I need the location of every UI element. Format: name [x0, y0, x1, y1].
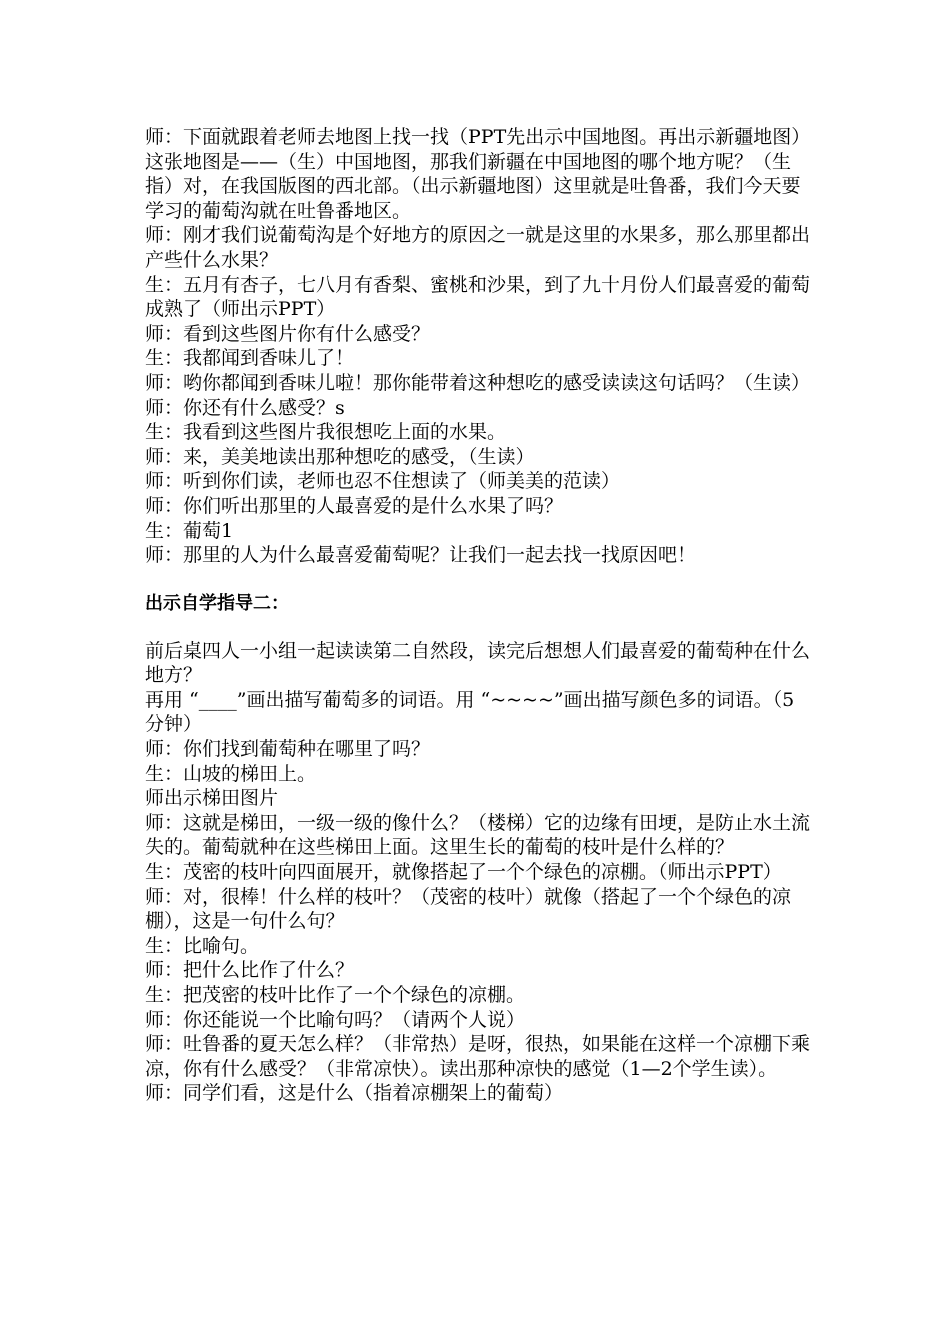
- paragraph: 师：那里的人为什么最喜爱葡萄呢？让我们一起去找一找原因吧！: [145, 544, 697, 567]
- paragraph: 师：看到这些图片你有什么感受？: [145, 322, 431, 345]
- section-dialogue-fruits: [145, 125, 813, 568]
- paragraph: 师：下面就跟着老师去地图上找一找（PPT先出示中国地图。再出示新疆地图）这张地图是——（生）中国地图，那我们新疆在中国地图的哪个地方呢？（生指）对，在我国版图的西北部。（出示新疆地图）这里就是吐鲁番，我们今天要学习的葡萄沟就在吐鲁番地区。: [145, 126, 811, 222]
- paragraph: 生：葡萄1: [145, 519, 234, 542]
- paragraph: 师：你们听出那里的人最喜爱的是什么水果了吗？: [145, 494, 564, 517]
- paragraph: 师：同学们看，这是什么（指着凉棚架上的葡萄）: [145, 1082, 564, 1105]
- document-page: [145, 125, 813, 1106]
- paragraph: 生：我都闻到香味儿了！: [145, 347, 355, 370]
- paragraph: 生：比喻句。: [145, 934, 260, 957]
- paragraph: 生：我看到这些图片我很想吃上面的水果。: [145, 421, 507, 444]
- paragraph: 师：把什么比作了什么？: [145, 959, 355, 982]
- paragraph: 师：对，很棒！什么样的枝叶？（茂密的枝叶）就像（搭起了一个个绿色的凉棚），这是一句什么句？: [145, 885, 792, 933]
- paragraph: 师：这就是梯田，一级一级的像什么？（楼梯）它的边缘有田埂，是防止水土流失的。葡萄就种在这些梯田上面。这里生长的葡萄的枝叶是什么样的？: [145, 811, 811, 859]
- paragraph: 生：山坡的梯田上。: [145, 762, 317, 785]
- paragraph: 师：你还有什么感受？s: [145, 396, 345, 419]
- paragraph: 师：哟你都闻到香味儿啦！那你能带着这种想吃的感受读读这句话吗？（生读）: [145, 371, 811, 394]
- paragraph: 前后桌四人一小组一起读读第二自然段，读完后想想人们最喜爱的葡萄种在什么地方？: [145, 639, 811, 687]
- paragraph: 师：吐鲁番的夏天怎么样？（非常热）是呀，很热，如果能在这样一个凉棚下乘凉，你有什么感受？（非常凉快）。读出那种凉快的感觉（1—2个学生读）。: [145, 1033, 811, 1080]
- paragraph: 师：你们找到葡萄种在哪里了吗？: [145, 738, 431, 761]
- paragraph: 生：把茂密的枝叶比作了一个个绿色的凉棚。: [145, 984, 526, 1006]
- paragraph: 生：茂密的枝叶向四面展开，就像搭起了一个个绿色的凉棚。（师出示PPT）: [145, 861, 782, 884]
- paragraph: 师出示梯田图片: [145, 787, 279, 810]
- section-dialogue-terraces: [145, 639, 813, 1106]
- paragraph: 师：你还能说一个比喻句吗？（请两个人说）: [145, 1008, 526, 1031]
- paragraph: 再用 “____”画出描写葡萄多的词语。用 “~~~~”画出描写颜色多的词语。（5分钟）: [145, 688, 795, 736]
- paragraph: 师：听到你们读，老师也忍不住想读了（师美美的范读）: [145, 470, 621, 493]
- paragraph: 师：刚才我们说葡萄沟是个好地方的原因之一就是这里的水果多，那么那里都出产些什么水果？: [145, 224, 811, 271]
- paragraph: 生：五月有杏子，七八月有香梨、蜜桃和沙果，到了九十月份人们最喜爱的葡萄成熟了（师出示PPT）: [145, 273, 811, 321]
- section-heading: 出示自学指导二：: [145, 592, 289, 614]
- paragraph: 师：来，美美地读出那种想吃的感受，（生读）: [145, 445, 535, 468]
